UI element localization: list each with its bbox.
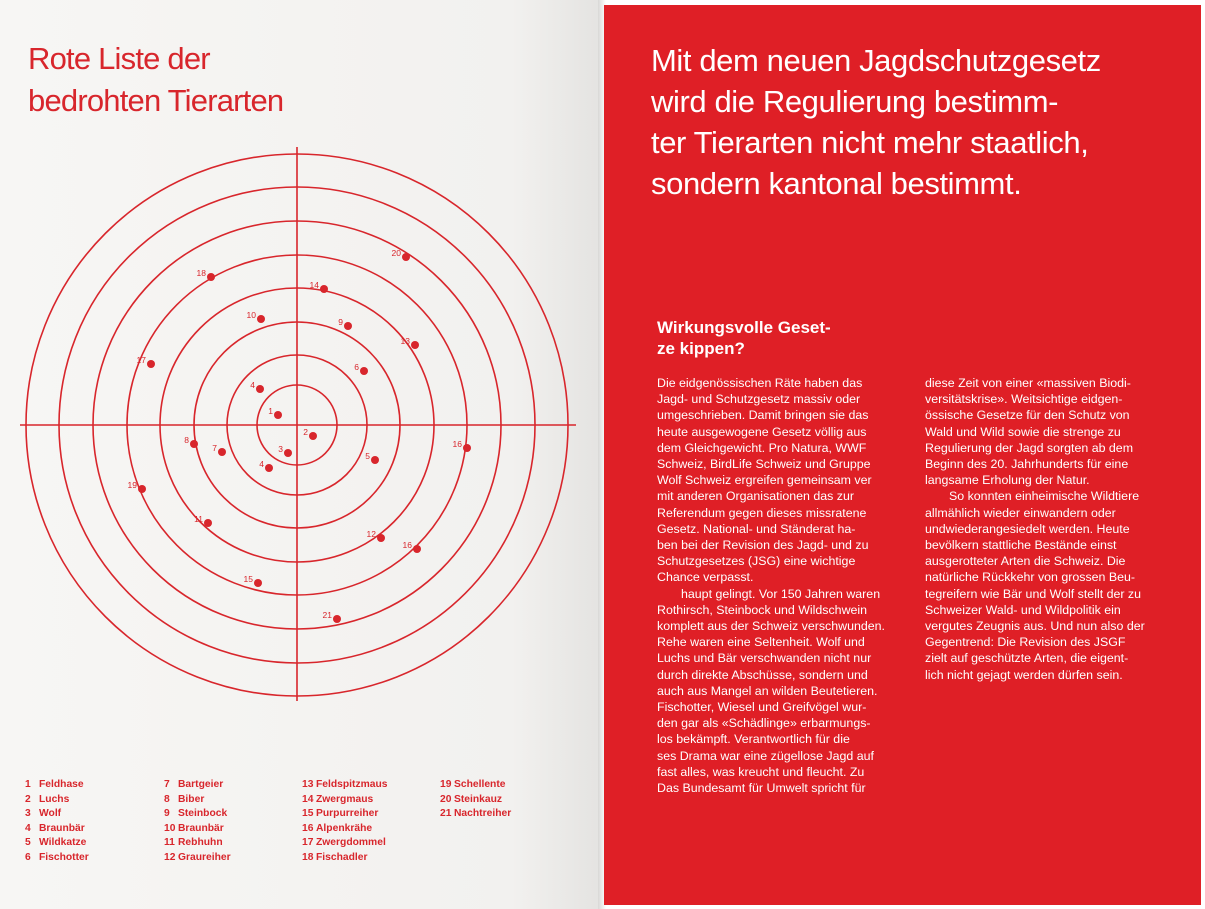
target-rings	[20, 147, 576, 701]
marker-label: 4	[250, 380, 255, 390]
legend-number: 15	[302, 808, 314, 820]
legend-number: 16	[302, 822, 314, 834]
article-column-2	[925, 375, 1195, 683]
legend-item	[302, 793, 388, 808]
species-marker	[244, 574, 262, 587]
body-line: versitätskrise». Weitsichtige eidgen-	[925, 392, 1123, 407]
marker-label: 12	[366, 529, 376, 539]
legend-item	[164, 822, 231, 837]
species-marker	[392, 248, 410, 261]
body-line: auch aus Mangel an wilden Beutetieren.	[657, 683, 878, 698]
body-line: Rehe waren eine Seltenheit. Wolf und	[657, 635, 865, 650]
species-marker	[338, 317, 352, 330]
legend-number: 10	[164, 822, 176, 834]
headline-line: wird die Regulierung bestimm-	[651, 84, 1059, 119]
marker-label: 4	[259, 459, 264, 469]
body-line: Die eidgenössischen Räte haben das	[657, 376, 863, 390]
marker-dot	[463, 444, 471, 452]
species-marker	[323, 610, 341, 623]
marker-dot	[254, 579, 262, 587]
marker-label: 18	[196, 268, 206, 278]
species-marker	[197, 268, 215, 281]
species-marker	[268, 406, 282, 419]
species-marker	[250, 380, 264, 393]
body-line: Jagd- und Schutzgesetz massiv oder	[657, 392, 861, 407]
species-legend-column	[440, 778, 511, 822]
body-line: diese Zeit von einer «massiven Biodi-	[925, 376, 1131, 390]
marker-dot	[257, 315, 265, 323]
species-marker	[247, 310, 265, 323]
legend-species: Bartgeier	[178, 779, 224, 790]
legend-number: 17	[302, 837, 314, 849]
body-line: dem Gleichgewicht. Pro Natura, WWF	[657, 440, 867, 455]
legend-number: 5	[25, 837, 31, 849]
headline-line: Mit dem neuen Jagdschutzgesetz	[651, 43, 1101, 78]
marker-dot	[371, 456, 379, 464]
legend-number: 13	[302, 779, 314, 790]
species-marker	[259, 459, 273, 472]
legend-number: 12	[164, 851, 176, 863]
marker-dot	[256, 385, 264, 393]
species-marker	[354, 362, 368, 375]
species-legend-column	[164, 778, 231, 866]
species-marker	[310, 280, 328, 293]
marker-dot	[204, 519, 212, 527]
legend-item	[302, 822, 388, 837]
marker-dot	[190, 440, 198, 448]
body-line: vergutes Zeugnis aus. Und nun also der	[925, 619, 1145, 634]
legend-species: Rebhuhn	[178, 837, 223, 849]
body-line: durch direkte Abschüsse, sondern und	[657, 667, 868, 682]
body-line: Luchs und Bär verschwanden nicht nur	[657, 651, 872, 666]
marker-label: 20	[391, 248, 401, 258]
marker-dot	[284, 449, 292, 457]
marker-label: 7	[212, 443, 217, 453]
species-marker	[453, 439, 471, 452]
legend-species: Wildkatze	[39, 837, 87, 849]
body-line: bevölkern stattliche Bestände einst	[925, 538, 1117, 553]
headline-line: ter Tierarten nicht mehr staatlich,	[651, 125, 1089, 160]
legend-species: Zwergdommel	[316, 837, 386, 849]
body-line: Referendum gegen dieses missratene	[657, 505, 867, 520]
headline-line: sondern kantonal bestimmt.	[651, 166, 1022, 201]
marker-dot	[360, 367, 368, 375]
legend-item	[302, 851, 388, 866]
subhead-line: Wirkungsvolle Geset-	[657, 318, 831, 337]
marker-dot	[138, 485, 146, 493]
marker-label: 13	[400, 336, 410, 346]
body-line: Schweiz, BirdLife Schweiz und Gruppe	[657, 457, 871, 472]
body-line: natürliche Rückkehr von grossen Beu-	[925, 570, 1136, 585]
body-line: los bekämpft. Verantwortlich für die	[657, 732, 850, 747]
legend-item	[164, 807, 231, 822]
legend-item	[25, 836, 89, 851]
body-line: langsame Erholung der Natur.	[925, 473, 1090, 488]
body-line: den gar als «Schädlinge» erbarmungs-	[657, 716, 871, 731]
body-line: Regulierung der Jagd sorgten ab dem	[925, 440, 1134, 455]
legend-item	[302, 807, 388, 822]
legend-species: Graureiher	[178, 851, 231, 863]
body-line: Rothirsch, Steinbock und Wildschwein	[657, 602, 868, 617]
legend-species: Alpenkrähe	[316, 822, 373, 834]
marker-label: 8	[184, 435, 189, 445]
legend-species: Schellente	[454, 779, 506, 790]
marker-dot	[402, 253, 410, 261]
marker-dot	[344, 322, 352, 330]
legend-number: 11	[164, 837, 175, 849]
species-marker	[367, 529, 385, 542]
legend-item	[302, 836, 388, 851]
legend-species: Biber	[178, 793, 205, 805]
marker-label: 17	[136, 355, 146, 365]
legend-species: Feldspitzmaus	[316, 779, 388, 790]
legend-item	[302, 778, 388, 793]
legend-item	[25, 822, 89, 837]
legend-number: 4	[25, 822, 31, 834]
headline	[651, 40, 1186, 204]
legend-species: Wolf	[39, 808, 62, 820]
legend-number: 3	[25, 808, 31, 820]
body-line: Fischotter, Wiesel und Greifvögel wur-	[657, 700, 867, 715]
title-line: bedrohten Tierarten	[28, 83, 284, 118]
marker-label: 3	[278, 444, 283, 454]
marker-label: 9	[338, 317, 343, 327]
legend-number: 14	[302, 793, 314, 805]
legend-item	[25, 807, 89, 822]
species-legend-column	[302, 778, 388, 866]
body-line: So konnten einheimische Wildtiere	[949, 489, 1140, 504]
marker-dot	[333, 615, 341, 623]
body-line: zielt auf geschützte Arten, die eigent-	[925, 651, 1129, 666]
species-marker	[212, 443, 226, 456]
legend-item	[164, 836, 231, 851]
body-line: komplett aus der Schweiz verschwunden.	[657, 619, 885, 634]
species-marker	[303, 427, 317, 440]
legend-number: 1	[25, 779, 31, 790]
body-line: fast alles, was kreucht und fleucht. Zu	[657, 764, 865, 779]
legend-species: Luchs	[39, 793, 70, 805]
legend-species: Nachtreiher	[454, 808, 512, 820]
body-line: umgeschrieben. Damit bringen sie das	[657, 408, 869, 423]
body-line: undwiederangesiedelt werden. Heute	[925, 521, 1130, 536]
subhead-line: ze kippen?	[657, 339, 745, 358]
marker-label: 1	[268, 406, 273, 416]
marker-dot	[411, 341, 419, 349]
legend-species: Braunbär	[178, 822, 224, 834]
marker-label: 16	[402, 540, 412, 550]
article-column-1	[657, 375, 927, 796]
legend-number: 20	[440, 793, 452, 805]
marker-dot	[274, 411, 282, 419]
body-line: Gesetz. National- und Ständerat ha-	[657, 521, 856, 536]
marker-dot	[320, 285, 328, 293]
legend-species: Fischotter	[39, 851, 89, 863]
marker-label: 10	[246, 310, 256, 320]
legend-item	[440, 778, 511, 793]
marker-label: 6	[354, 362, 359, 372]
body-line: Gegentrend: Die Revision des JSGF	[925, 635, 1126, 650]
legend-item	[164, 851, 231, 866]
marker-label: 16	[452, 439, 462, 449]
legend-item	[25, 793, 89, 808]
species-marker	[137, 355, 155, 368]
body-line: lich nicht gejagt werden dürfen sein.	[925, 667, 1123, 682]
marker-dot	[377, 534, 385, 542]
body-line: ben bei der Revision des Jagd- und zu	[657, 538, 869, 553]
legend-item	[164, 778, 231, 793]
marker-label: 21	[322, 610, 332, 620]
legend-item	[25, 778, 89, 793]
body-line: Das Bundesamt für Umwelt spricht für	[657, 781, 866, 796]
body-line: mit anderen Organisationen das zur	[657, 489, 854, 504]
target-diagram	[0, 0, 602, 909]
marker-label: 5	[365, 451, 370, 461]
legend-number: 7	[164, 779, 170, 790]
species-legend-column	[25, 778, 89, 866]
legend-species: Braunbär	[39, 822, 85, 834]
legend-species: Fischadler	[316, 851, 368, 863]
marker-dot	[413, 545, 421, 553]
article-subhead	[657, 317, 897, 359]
body-line: Wald und Wild sowie die strenge zu	[925, 424, 1121, 439]
marker-label: 19	[127, 480, 137, 490]
body-line: Wolf Schweiz ergreifen gemeinsam ver	[657, 473, 872, 488]
marker-label: 14	[309, 280, 319, 290]
legend-item	[25, 851, 89, 866]
marker-dot	[207, 273, 215, 281]
marker-label: 15	[243, 574, 253, 584]
body-line: heute ausgewogene Gesetz völlig aus	[657, 424, 867, 439]
marker-label: 11	[194, 514, 203, 524]
legend-number: 19	[440, 779, 452, 790]
marker-dot	[147, 360, 155, 368]
legend-number: 6	[25, 851, 31, 863]
legend-number: 21	[440, 808, 452, 820]
body-line: tegreifern wie Bär und Wolf stellt der zu	[925, 586, 1142, 601]
body-line: Schweizer Wald- und Wildpolitik ein	[925, 602, 1121, 617]
legend-species: Purpurreiher	[316, 808, 379, 820]
legend-species: Feldhase	[39, 779, 84, 790]
body-line: haupt gelingt. Vor 150 Jahren waren	[681, 586, 881, 601]
legend-number: 8	[164, 793, 170, 805]
marker-dot	[218, 448, 226, 456]
legend-number: 18	[302, 851, 314, 863]
marker-dot	[309, 432, 317, 440]
body-line: Chance verpasst.	[657, 570, 754, 585]
legend-species: Steinkauz	[454, 793, 503, 805]
marker-label: 2	[303, 427, 308, 437]
legend-item	[440, 793, 511, 808]
legend-item	[164, 793, 231, 808]
species-marker	[184, 435, 198, 448]
species-marker	[128, 480, 146, 493]
title-line: Rote Liste der	[28, 41, 210, 76]
legend-species: Steinbock	[178, 808, 228, 820]
legend-number: 2	[25, 793, 31, 805]
body-line: ausgerotteter Arten die Schweiz. Die	[925, 554, 1126, 569]
body-line: Schutzgesetzes (JSG) eine wichtige	[657, 554, 856, 569]
marker-dot	[265, 464, 273, 472]
body-line: allmählich wieder einwandern oder	[925, 505, 1116, 520]
legend-item	[440, 807, 511, 822]
species-markers	[128, 248, 471, 623]
legend-species: Zwergmaus	[316, 793, 374, 805]
species-marker	[278, 444, 292, 457]
legend-number: 9	[164, 808, 170, 820]
body-line: össische Gesetze für den Schutz von	[925, 408, 1130, 423]
body-line: ses Drama war eine zügellose Jagd auf	[657, 748, 874, 763]
body-line: Beginn des 20. Jahrhunderts für eine	[925, 457, 1129, 472]
species-marker	[365, 451, 379, 464]
